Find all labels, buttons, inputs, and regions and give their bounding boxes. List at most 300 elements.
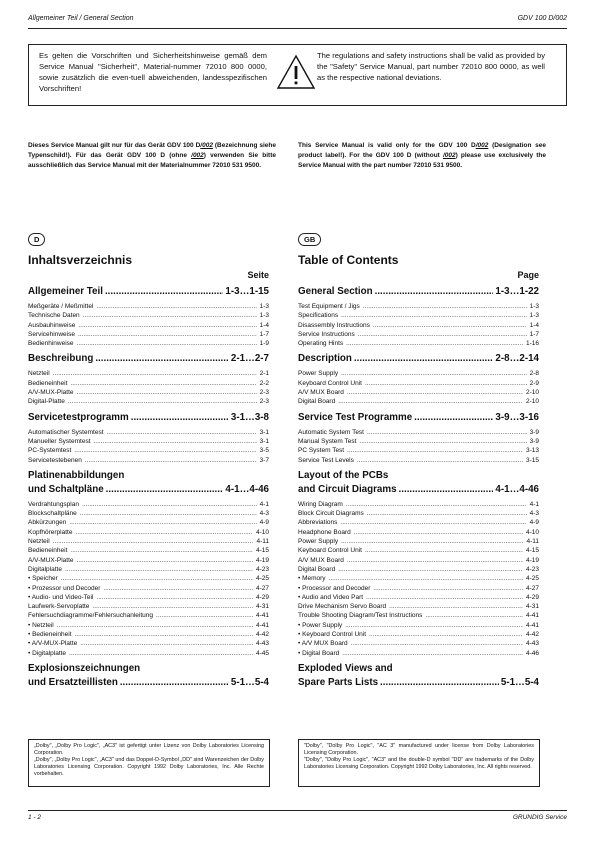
leader-dots <box>131 412 229 423</box>
leader-dots <box>369 630 523 639</box>
leader-dots <box>359 437 526 446</box>
toc-item-page: 4-31 <box>255 603 269 611</box>
toc-item <box>28 565 269 574</box>
toc-item-page: 3-7 <box>259 456 269 464</box>
leader-dots <box>92 602 253 611</box>
leader-dots <box>82 500 257 509</box>
section-title: and Circuit Diagrams <box>298 483 397 495</box>
leader-dots <box>69 649 253 658</box>
leader-dots <box>345 621 523 630</box>
toc-item-page: 4-23 <box>525 565 539 573</box>
toc-item <box>28 630 269 639</box>
toc-item <box>298 639 539 648</box>
toc-item-title: Automatischer Systemtest <box>28 428 104 436</box>
section-page-range: 1-3…1-22 <box>495 286 539 297</box>
toc-item <box>28 302 269 311</box>
toc-item <box>298 602 539 611</box>
toc-item-page: 4-42 <box>525 631 539 639</box>
leader-dots <box>80 639 253 648</box>
toc-item <box>28 537 269 546</box>
toc-item-page: 4-23 <box>255 565 269 573</box>
toc-item <box>28 428 269 437</box>
toc-item-page: 2-1 <box>259 370 269 378</box>
toc-item-page: 1-16 <box>525 340 539 348</box>
toc-item-page: 2-10 <box>525 398 539 406</box>
toc-item-title: Power Supply <box>298 538 339 546</box>
leader-dots <box>365 379 527 388</box>
header-model: GDV 100 D/002 <box>517 15 567 22</box>
toc-item-page: 4-11 <box>526 538 539 546</box>
toc-item <box>298 528 539 537</box>
section-title: Spare Parts Lists <box>298 676 379 688</box>
section-page-range: 3-9…3-16 <box>495 411 539 423</box>
toc-item <box>28 518 269 527</box>
toc-item-title: Fehlersuchdiagramme/Fehlersuchanleitung <box>28 612 154 620</box>
page-footer <box>28 814 567 824</box>
toc-item-page: 2-2 <box>259 379 269 387</box>
leader-dots <box>103 584 253 593</box>
footer-brand: GRUNDIG Service <box>512 814 567 821</box>
leader-dots <box>329 574 523 583</box>
toc-item <box>28 311 269 320</box>
toc-item-page: 4-9 <box>259 519 269 527</box>
toc-section-entry <box>298 353 539 367</box>
safety-text-de: Es gelten die Vorschriften und Sicherheitshinweise gemäß dem Service Manual "Sicherheit", Material-nummer 72010 800 0000, sowie zusätzlich die even-tuell abweichenden, landesspezifischen Vorschriften! <box>39 51 267 93</box>
header-rule <box>28 28 567 29</box>
leader-dots <box>347 446 523 455</box>
leader-dots <box>65 565 253 574</box>
section-items <box>28 500 269 658</box>
toc-section-entry <box>28 677 269 691</box>
toc-item-page: 1-3 <box>529 303 539 310</box>
section-title: General Section <box>298 286 373 297</box>
toc-item-title: Digital Board <box>298 398 336 406</box>
header-section-title: Allgemeiner Teil / General Section <box>28 15 134 22</box>
toc-item <box>298 621 539 630</box>
toc-item-page: 4-45 <box>255 649 269 657</box>
toc-item-page: 4-29 <box>255 593 269 601</box>
section-title-line1: Platinenabbildungen <box>28 469 125 481</box>
toc-item-page: 4-3 <box>259 510 269 518</box>
leader-dots <box>347 388 523 397</box>
language-badge: GB <box>298 233 321 246</box>
validity-en-text-2: (Designation see product label!). For the GDV 100 D (without <box>298 142 547 159</box>
toc-item <box>298 611 539 620</box>
leader-dots <box>389 602 523 611</box>
toc-item <box>28 602 269 611</box>
section-page-range: 2-8…2-14 <box>495 353 539 365</box>
toc-item-title: A/V MUX Board <box>298 556 344 564</box>
warning-triangle-icon <box>276 54 316 90</box>
leader-dots <box>94 437 257 446</box>
toc-item-page: 3-1 <box>259 437 269 445</box>
toc-item <box>28 330 269 339</box>
toc-item-page: 4-11 <box>256 538 269 546</box>
toc-item-title: Blockschaltpläne <box>28 510 77 518</box>
leader-dots <box>74 446 256 455</box>
toc-item-title: Bedienhinweise <box>28 340 74 348</box>
license-en-para-1: "Dolby", "Dolby Pro Logic", "AC 3" manufactured under license from Dolby Laboratories Licensing Corporation. <box>304 743 534 756</box>
toc-item-page: 2-8 <box>529 370 539 378</box>
leader-dots <box>77 388 257 397</box>
toc-item-title: PC System Test <box>298 447 345 455</box>
toc-item-page: 3-15 <box>525 456 539 464</box>
validity-de-text-1: Dieses Service Manual gilt nur für das Gerät GDV 100 D <box>28 142 201 149</box>
safety-notice-box <box>28 44 567 106</box>
toc-item-title: Bedieneinheit <box>28 547 68 555</box>
validity-de-code-2: /002 <box>191 152 204 159</box>
toc-item <box>298 546 539 555</box>
toc-item-page: 2-9 <box>529 379 539 387</box>
toc-item-title: Manueller Systemtest <box>28 437 91 445</box>
safety-text-en: The regulations and safety instructions shall be valid as provided by the "Safety" Service Manual, part number 72010 800 0000, as well as the respective national deviations. <box>317 51 545 82</box>
validity-en-text-3: ) please use exclusively the Service Manual with the part number 72010 531 9500. <box>298 152 546 169</box>
leader-dots <box>341 311 526 320</box>
toc-item-title: Abbreviations <box>298 519 338 527</box>
leader-dots <box>342 649 523 658</box>
toc-item-page: 4-41 <box>255 612 269 620</box>
toc-item <box>298 302 539 311</box>
toc-section-entry <box>298 677 539 691</box>
toc-item <box>298 311 539 320</box>
toc-item-title: • Memory <box>298 575 326 583</box>
toc-item <box>298 446 539 455</box>
toc-item-title: • A/V MUX Board <box>298 640 348 648</box>
toc-item <box>298 584 539 593</box>
leader-dots <box>363 302 527 311</box>
leader-dots <box>338 565 523 574</box>
leader-dots <box>85 456 257 465</box>
section-title-line1: Exploded Views and <box>298 662 393 674</box>
toc-item <box>298 649 539 658</box>
toc-item-page: 4-1 <box>259 500 269 508</box>
toc-item-title: Servicehinweise <box>28 330 75 338</box>
toc-item <box>28 369 269 378</box>
toc-item <box>298 321 539 330</box>
validity-note-en <box>298 141 546 171</box>
leader-dots <box>373 584 523 593</box>
toc-item-title: • Processor and Decoder <box>298 584 371 592</box>
leader-dots <box>75 528 253 537</box>
toc-item-page: 1-3 <box>259 312 269 320</box>
toc-item-page: 4-31 <box>525 603 539 611</box>
leader-dots <box>341 537 523 546</box>
toc-item-page: 4-3 <box>529 510 539 518</box>
toc-item <box>28 456 269 465</box>
toc-item-page: 1-3 <box>529 312 539 320</box>
toc-item-title: Power Supply <box>298 370 339 378</box>
toc-item-title: Manual System Test <box>298 437 357 445</box>
leader-dots <box>78 330 257 339</box>
toc-item-title: Netzteil <box>28 538 50 546</box>
toc-item <box>298 565 539 574</box>
toc-section-entry <box>298 412 539 426</box>
toc-title: Inhaltsverzeichnis <box>28 253 133 267</box>
toc-item <box>28 388 269 397</box>
leader-dots <box>107 428 257 437</box>
toc-item-title: • Digitalplatte <box>28 649 67 657</box>
toc-item <box>298 456 539 465</box>
toc-item-title: Servicetestebenen <box>28 456 82 464</box>
toc-item <box>298 593 539 602</box>
toc-item-title: • A/V-MUX-Platte <box>28 640 78 648</box>
license-box-en <box>298 739 540 787</box>
toc-column-de <box>28 229 269 691</box>
toc-item-title: Headphone Board <box>298 528 351 536</box>
leader-dots <box>74 630 253 639</box>
validity-de-code-1: /002 <box>200 142 213 149</box>
section-page-range: 2-1…2-7 <box>230 353 269 365</box>
toc-item-title: Technische Daten <box>28 312 80 320</box>
leader-dots <box>78 321 256 330</box>
toc-item <box>28 639 269 648</box>
toc-item-title: Meßgeräte / Meßmittel <box>28 303 94 310</box>
leader-dots <box>57 621 253 630</box>
toc-item <box>298 437 539 446</box>
toc-item-title: Disassembly Instructions <box>298 321 370 329</box>
leader-dots <box>346 339 523 348</box>
toc-item-page: 4-41 <box>525 621 539 629</box>
toc-item-title: • Power Supply <box>298 621 343 629</box>
toc-item-title: Keyboard Control Unit <box>298 379 362 387</box>
toc-item <box>28 621 269 630</box>
toc-section-entry <box>28 412 269 426</box>
toc-item <box>28 528 269 537</box>
toc-item-title: • Audio and Video Part <box>298 593 364 601</box>
section-title: Beschreibung <box>28 353 94 365</box>
toc-item-title: Ausbauhinweise <box>28 321 76 329</box>
section-items <box>298 302 539 348</box>
toc-item <box>298 630 539 639</box>
toc-item-title: Verdrahtungsplan <box>28 500 79 508</box>
section-page-range: 4-1…4-46 <box>495 483 539 495</box>
leader-dots <box>354 353 494 364</box>
toc-item-title: • Bedieneinheit <box>28 631 72 639</box>
toc-item-page: 4-43 <box>255 640 269 648</box>
leader-dots <box>77 556 253 565</box>
toc-item-title: • Digital Board <box>298 649 340 657</box>
toc-item-page: 4-10 <box>255 528 269 536</box>
toc-item-page: 4-19 <box>255 556 269 564</box>
toc-item-title: • Audio- und Video-Teil <box>28 593 94 601</box>
toc-item-page: 4-27 <box>525 584 539 592</box>
toc-item-title: A/V-MUX-Platte <box>28 389 74 397</box>
toc-item-title: • Speicher <box>28 575 58 583</box>
leader-dots <box>367 428 527 437</box>
toc-item <box>298 537 539 546</box>
section-page-range: 3-1…3-8 <box>230 411 269 423</box>
toc-item-title: Service Instructions <box>298 330 355 338</box>
validity-note-de <box>28 141 276 171</box>
section-items <box>298 500 539 658</box>
section-items <box>28 302 269 348</box>
section-page-range: 1-3…1-15 <box>225 286 269 297</box>
toc-item <box>298 369 539 378</box>
toc-item-page: 4-46 <box>525 649 539 657</box>
toc-item-page: 4-15 <box>525 547 539 555</box>
validity-en-code-2: /002 <box>442 152 456 159</box>
toc-item-title: Drive Mechanism Servo Board <box>298 603 387 611</box>
toc-item-page: 1-4 <box>259 321 269 329</box>
toc-item <box>28 649 269 658</box>
leader-dots <box>68 397 257 406</box>
section-title: Description <box>298 353 352 365</box>
toc-item-title: Trouble Shooting Diagram/Test Instructions <box>298 612 423 620</box>
page-number: 1 - 2 <box>28 814 42 821</box>
toc-item-title: • Prozessor und Decoder <box>28 584 101 592</box>
section-page-range: 5-1…5-4 <box>230 676 269 688</box>
leader-dots <box>347 556 523 565</box>
toc-item-page: 4-9 <box>529 519 539 527</box>
leader-dots <box>375 286 494 297</box>
toc-item <box>28 584 269 593</box>
license-de-para-1: „Dolby", „Dolby Pro Logic", „AC3" ist gefertigt unter Lizenz von Dolby Laboratories Licensing Corporation. <box>34 743 264 756</box>
section-items <box>28 369 269 406</box>
toc-section-entry <box>298 286 539 300</box>
toc-item <box>28 593 269 602</box>
toc-item-page: 1-7 <box>259 330 269 338</box>
toc-item-page: 4-15 <box>255 547 269 555</box>
toc-item-title: Bedieneinheit <box>28 379 68 387</box>
leader-dots <box>77 339 257 348</box>
toc-item <box>298 509 539 518</box>
leader-dots <box>340 518 526 527</box>
validity-en-text-1: This Service Manual is valid only for the GDV 100 D <box>298 142 476 149</box>
toc-item-title: Kopfhörerplatte <box>28 528 73 536</box>
toc-item <box>298 518 539 527</box>
leader-dots <box>354 528 523 537</box>
section-title: Allgemeiner Teil <box>28 286 103 297</box>
toc-item-title: Test Equipment / Jigs <box>298 303 360 310</box>
toc-item-page: 1-7 <box>529 330 539 338</box>
leader-dots <box>70 379 256 388</box>
toc-item-page: 1-3 <box>259 303 269 310</box>
leader-dots <box>61 574 253 583</box>
toc-item <box>28 446 269 455</box>
toc-item <box>298 388 539 397</box>
license-de-para-2: „Dolby", „Dolby Pro Logic", „AC3" und das Doppel-D-Symbol „DD" sind Warenzeichen der Dolby Laboratories Licensing Corporation. Copyright 1992 Dolby Laboratories, Inc. Alle Rechte vorbehalten. <box>34 757 264 777</box>
toc-item-page: 4-41 <box>525 612 539 620</box>
license-en-para-2: "Dolby", "Dolby Pro Logic", "AC3" and the double-D symbol "DD" are trademarks of the Dolby Laboratories Licensing Corporation. Copyright 1992 Dolby Laboratories, Inc. All rights reserved. <box>304 757 534 770</box>
leader-dots <box>83 311 257 320</box>
leader-dots <box>351 639 523 648</box>
leader-dots <box>357 456 523 465</box>
toc-item <box>298 339 539 348</box>
toc-section-entry <box>28 353 269 367</box>
footer-rule <box>28 810 567 811</box>
section-page-range: 4-1…4-46 <box>225 483 269 495</box>
toc-item <box>28 574 269 583</box>
leader-dots <box>425 611 523 620</box>
toc-item-page: 4-25 <box>525 575 539 583</box>
language-badge: D <box>28 233 45 246</box>
section-items <box>298 369 539 406</box>
toc-item-title: Keyboard Control Unit <box>298 547 362 555</box>
leader-dots <box>96 593 253 602</box>
toc-item <box>28 339 269 348</box>
leader-dots <box>346 500 527 509</box>
leader-dots <box>399 484 494 495</box>
section-title: Service Test Programme <box>298 411 413 423</box>
toc-item <box>28 321 269 330</box>
toc-item-title: Digitalplatte <box>28 565 62 573</box>
toc-item <box>28 546 269 555</box>
toc-item-page: 4-19 <box>525 556 539 564</box>
leader-dots <box>373 321 527 330</box>
toc-item <box>28 397 269 406</box>
section-items <box>28 428 269 465</box>
toc-item <box>298 556 539 565</box>
toc-item-title: Abkürzungen <box>28 519 67 527</box>
toc-item-page: 4-25 <box>255 575 269 583</box>
toc-item-title: PC-Systemtest <box>28 447 72 455</box>
leader-dots <box>120 677 229 688</box>
toc-item-page: 4-43 <box>525 640 539 648</box>
leader-dots <box>106 484 224 495</box>
leader-dots <box>358 330 527 339</box>
toc-item-title: • Keyboard Control Unit <box>298 631 367 639</box>
toc-section-entry <box>28 286 269 300</box>
section-title: Servicetestprogramm <box>28 411 129 423</box>
toc-item <box>298 428 539 437</box>
toc-item <box>298 330 539 339</box>
toc-item-title: • Netzteil <box>28 621 54 629</box>
toc-item-title: Automatic System Test <box>298 428 364 436</box>
toc-title: Table of Contents <box>298 253 399 267</box>
leader-dots <box>366 593 523 602</box>
toc-item-page: 3-1 <box>259 428 269 436</box>
toc-item-title: Service Test Levels <box>298 456 354 464</box>
toc-item-page: 4-10 <box>525 528 539 536</box>
leader-dots <box>53 369 257 378</box>
page-header <box>28 15 567 27</box>
leader-dots <box>80 509 257 518</box>
leader-dots <box>338 397 523 406</box>
toc-column-en <box>298 229 539 691</box>
leader-dots <box>69 518 256 527</box>
toc-item <box>28 611 269 620</box>
section-items <box>298 428 539 465</box>
toc-item-page: 4-27 <box>255 584 269 592</box>
toc-item-page: 4-29 <box>525 593 539 601</box>
toc-item <box>298 379 539 388</box>
toc-item-page: 3-9 <box>529 428 539 436</box>
toc-item-page: 4-1 <box>529 500 539 508</box>
toc-item-title: Specifications <box>298 312 339 320</box>
leader-dots <box>70 546 253 555</box>
page-column-label: Page <box>517 270 539 280</box>
toc-item-page: 4-41 <box>255 621 269 629</box>
toc-item-page: 2-10 <box>525 389 539 397</box>
toc-item <box>28 509 269 518</box>
toc-item-page: 3-5 <box>259 447 269 455</box>
toc-item-page: 2-3 <box>259 389 269 397</box>
leader-dots <box>341 369 526 378</box>
leader-dots <box>367 509 527 518</box>
toc-section-entry <box>28 484 269 498</box>
toc-item-title: Operating Hints <box>298 340 344 348</box>
validity-de-text-2: (Bezeichnung siehe Typenschild!). Für das Gerät GDV 100 D (ohne <box>28 142 276 159</box>
leader-dots <box>365 546 523 555</box>
section-title-line1: Layout of the PCBs <box>298 469 389 481</box>
leader-dots <box>156 611 253 620</box>
toc-item-title: A/V-MUX-Platte <box>28 556 74 564</box>
toc-item-title: Netzteil <box>28 370 50 378</box>
toc-item <box>28 556 269 565</box>
toc-item-page: 1-4 <box>529 321 539 329</box>
section-title: und Ersatzteillisten <box>28 676 118 688</box>
leader-dots <box>105 286 223 297</box>
